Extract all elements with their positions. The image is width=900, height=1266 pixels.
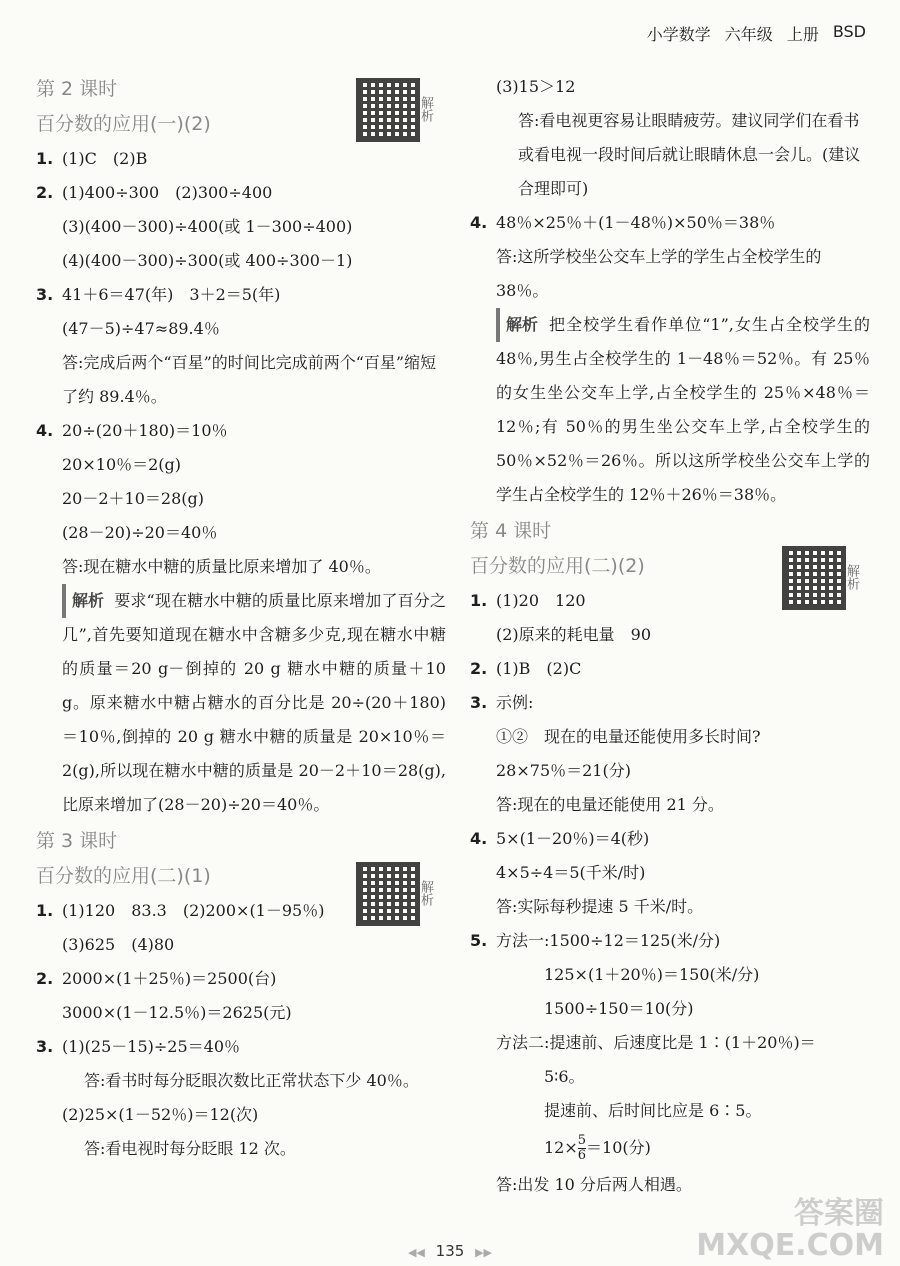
l3-q1-b: (3)625 (4)80: [62, 935, 175, 954]
left-column: [36, 70, 446, 1166]
l2-q4-e: 答:现在糖水中糖的质量比原来增加了 40％。: [62, 557, 381, 576]
l4-q5-f: 提速前、后时间比应是 6∶5。: [544, 1101, 762, 1120]
analysis-tag: 解析: [62, 584, 104, 618]
lesson3-subtitle: 百分数的应用(二)(1): [36, 865, 211, 887]
fraction-denominator: 6: [577, 1148, 587, 1163]
l2-q2-a: (1)400÷300 (2)300÷400: [62, 183, 273, 202]
qr-label: 解析: [418, 96, 433, 122]
l2-q1: (1)C (2)B: [62, 149, 148, 168]
l4-q5-d: 方法二:提速前、后速度比是 1∶(1＋20％)＝: [496, 1033, 816, 1052]
l3-q3-d: 答:看电视时每分眨眼 12 次。: [84, 1139, 296, 1158]
l2-analysis-text: 要求“现在糖水中糖的质量比原来增加了百分之几”,首先要知道现在糖水中含糖多少克,现在糖水中糖的质量＝20 g－倒掉的 20 g 糖水中糖的质量＋10 g。原来糖水中糖占糖水的百分比是 20÷(20＋180)＝10％,倒掉的 20 g 糖水中糖的质量是 20×10％＝2(g),所以现在糖水中糖的质量是 20－2＋10＝28(g),比原来增加了(28－20)÷20＝40％。: [62, 591, 446, 814]
lesson3-title: 第 3 课时: [36, 830, 118, 852]
l4-q1-a: (1)20 120: [496, 591, 586, 610]
l4-q3-a: 示例:: [496, 693, 534, 712]
l4-q3-c: 28×75％＝21(分): [496, 761, 631, 780]
page-header: [647, 22, 866, 45]
next-arrows-icon: ▶▶: [475, 1246, 493, 1259]
prev-arrows-icon: ◀◀: [407, 1246, 425, 1259]
l3-q2-a: 2000×(1＋25％)＝2500(台): [62, 969, 277, 988]
l4-q1-b: (2)原来的耗电量 90: [496, 625, 652, 644]
l4-q4-b: 4×5÷4＝5(千米/时): [496, 863, 646, 882]
l4-q4-a: 5×(1－20％)＝4(秒): [496, 829, 650, 848]
header-grade: 六年级: [724, 25, 773, 44]
r-q3-a: (3)15＞12: [496, 77, 576, 96]
right-column: [470, 70, 870, 1202]
l3-q3-a: (1)(25－15)÷25＝40％: [62, 1037, 240, 1056]
l4-q2: (1)B (2)C: [496, 659, 582, 678]
header-subject: 小学数学: [646, 25, 711, 44]
q-number: 1.: [36, 149, 54, 168]
analysis-tag: 解析: [496, 308, 538, 342]
r-analysis: [470, 308, 870, 512]
l2-q3-c: 答:完成后两个“百星”的时间比完成前两个“百星”缩短了约 89.4％。: [62, 353, 437, 406]
l3-q2-b: 3000×(1－12.5％)＝2625(元): [62, 1003, 292, 1022]
fraction: [578, 1134, 586, 1163]
l3-q1-a: (1)120 83.3 (2)200×(1－95％): [62, 901, 325, 920]
q-number: 3.: [36, 285, 54, 304]
qr-label: 解析: [844, 564, 859, 590]
l2-q2-c: (4)(400－300)÷300(或 400÷300－1): [62, 251, 353, 270]
watermark-logo: [696, 1198, 884, 1262]
l2-q4-d: (28－20)÷20＝40％: [62, 523, 218, 542]
lesson4-subtitle: 百分数的应用(二)(2): [470, 555, 645, 577]
l2-q3-b: (47－5)÷47≈89.4％: [62, 319, 220, 338]
q-number: 2.: [470, 659, 488, 678]
l4-q5-a: 方法一:1500÷12＝125(米/分): [496, 931, 721, 950]
l4-q3-d: 答:现在的电量还能使用 21 分。: [496, 795, 724, 814]
l4-q5-c: 1500÷150＝10(分): [544, 999, 694, 1018]
l3-q3-c: (2)25×(1－52％)＝12(次): [62, 1105, 259, 1124]
q-number: 5.: [470, 931, 488, 950]
l2-q4-a: 20÷(20＋180)＝10％: [62, 421, 228, 440]
l3-q3-b: 答:看书时每分眨眼次数比正常状态下少 40％。: [84, 1071, 419, 1090]
lesson4-title: 第 4 课时: [470, 520, 552, 542]
l2-analysis: [36, 584, 446, 822]
qr-code-icon[interactable]: [782, 546, 846, 610]
l4-q4-c: 答:实际每秒提速 5 千米/时。: [496, 897, 704, 916]
watermark-line2: MXQE.COM: [696, 1228, 884, 1263]
r-q3-b: 答:看电视更容易让眼睛疲劳。建议同学们在看书或看电视一段时间后就让眼睛休息一会儿。(建议合理即可): [518, 111, 861, 198]
page-number: 135: [435, 1242, 465, 1260]
q-number: 2.: [36, 969, 54, 988]
q-number: 4.: [470, 213, 488, 232]
q-number: 1.: [470, 591, 488, 610]
r-q4-b: 答:这所学校坐公交车上学的学生占全校学生的 38％。: [496, 247, 822, 300]
l2-q4-b: 20×10％＝2(g): [62, 455, 182, 474]
header-volume: 上册: [786, 25, 819, 44]
q-number: 4.: [470, 829, 488, 848]
fraction-numerator: 5: [577, 1133, 587, 1148]
q-number: 2.: [36, 183, 54, 202]
l4-q5-e: 5∶6。: [544, 1067, 585, 1086]
qr-code-icon[interactable]: [356, 862, 420, 926]
header-edition: BSD: [832, 22, 866, 41]
lesson2-subtitle: 百分数的应用(一)(2): [36, 113, 211, 135]
l4-q5-h: 答:出发 10 分后两人相遇。: [496, 1175, 692, 1194]
lesson2-title: 第 2 课时: [36, 78, 118, 100]
l2-q3-a: 41＋6＝47(年) 3＋2＝5(年): [62, 285, 281, 304]
l4-q5-g-post: ＝10(分): [586, 1138, 651, 1157]
r-q4-a: 48％×25％＋(1－48％)×50％＝38％: [496, 213, 776, 232]
l2-q4-c: 20－2＋10＝28(g): [62, 489, 204, 508]
q-number: 3.: [36, 1037, 54, 1056]
l2-q2-b: (3)(400－300)÷400(或 1－300÷400): [62, 217, 353, 236]
l4-q5-b: 125×(1＋20％)＝150(米/分): [544, 965, 760, 984]
q-number: 3.: [470, 693, 488, 712]
watermark-line1: 答案圈: [794, 1196, 884, 1231]
l4-q3-b: ①② 现在的电量还能使用多长时间?: [496, 727, 761, 746]
q-number: 4.: [36, 421, 54, 440]
q-number: 1.: [36, 901, 54, 920]
r-analysis-text: 把全校学生看作单位“1”,女生占全校学生的 48％,男生占全校学生的 1－48％＝52％。有 25％的女生坐公交车上学,占全校学生的 25％×48％＝12％;有 50％的男生坐公交车上学,占全校学生的 50％×52％＝26％。所以这所学校坐公交车上学的学生占全校学生的 12％＋26％＝38％。: [496, 315, 870, 504]
qr-label: 解析: [418, 880, 433, 906]
l4-q5-g: [470, 1128, 870, 1168]
l4-q5-g-pre: 12×: [544, 1138, 578, 1157]
qr-code-icon[interactable]: [356, 78, 420, 142]
